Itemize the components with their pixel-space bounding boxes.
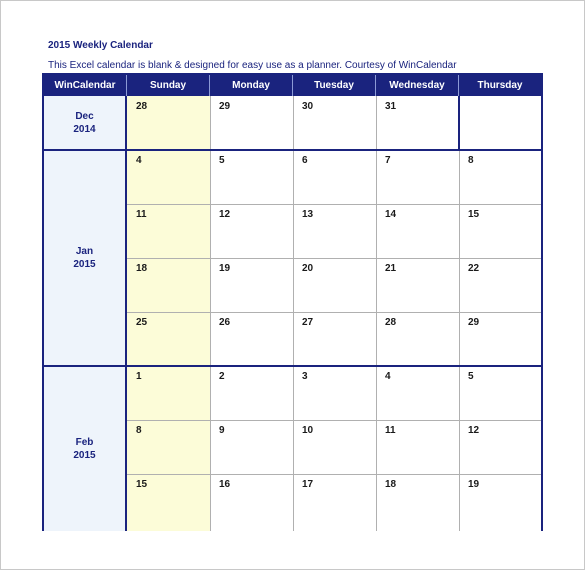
month-label-jan [44, 150, 127, 366]
day-number: 27 [302, 317, 314, 328]
day-number: 20 [302, 263, 314, 274]
month-boundary-line [458, 96, 460, 150]
grid-hline [127, 312, 541, 313]
day-number: 8 [468, 155, 474, 166]
day-number: 25 [136, 317, 148, 328]
day-number: 12 [219, 209, 231, 220]
grid-vline [376, 96, 377, 531]
day-number: 10 [302, 425, 314, 436]
day-number: 29 [468, 317, 480, 328]
day-number: 15 [468, 209, 480, 220]
page-title: 2015 Weekly Calendar [48, 40, 153, 51]
column-header-monday: Monday [210, 75, 293, 96]
grid-hline [127, 474, 541, 475]
day-number: 9 [219, 425, 225, 436]
day-number: 12 [468, 425, 480, 436]
day-number: 18 [136, 263, 148, 274]
month-separator [44, 365, 541, 367]
day-number: 15 [136, 479, 148, 490]
month-year: 2015 [73, 259, 96, 270]
day-number: 1 [136, 371, 142, 382]
day-number: 19 [468, 479, 480, 490]
grid-hline [127, 420, 541, 421]
day-number: 4 [136, 155, 142, 166]
day-number: 21 [385, 263, 397, 274]
month-label-feb [44, 366, 127, 531]
day-number: 3 [302, 371, 308, 382]
month-year: 2015 [73, 449, 96, 461]
column-header-thursday: Thursday [477, 80, 523, 91]
day-number: 8 [136, 425, 142, 436]
day-number: 30 [302, 101, 314, 112]
day-number: 29 [219, 101, 231, 112]
month-name: Jan [75, 246, 94, 257]
day-number: 19 [219, 263, 231, 274]
column-header-wednesday: Wednesday [376, 75, 459, 96]
day-number: 5 [468, 371, 474, 382]
day-number: 31 [385, 101, 397, 112]
day-number: 4 [385, 371, 391, 382]
grid-vline [293, 96, 294, 531]
month-name: Dec [75, 111, 94, 122]
day-number: 11 [136, 209, 147, 220]
day-number: 17 [302, 479, 314, 490]
day-number: 2 [219, 371, 225, 382]
column-header-tuesday: Tuesday [293, 75, 376, 96]
grid-vline [210, 96, 211, 531]
day-number: 6 [302, 155, 308, 166]
calendar-grid [42, 73, 543, 531]
grid-vline [459, 96, 460, 531]
calendar-header-row [44, 75, 541, 96]
day-number: 28 [136, 101, 148, 112]
grid-hline [127, 204, 541, 205]
day-number: 11 [385, 425, 396, 436]
day-number: 26 [219, 317, 231, 328]
month-name: Feb [75, 436, 94, 448]
day-number: 14 [385, 209, 397, 220]
month-label-dec [44, 96, 127, 150]
day-number: 16 [219, 479, 231, 490]
day-number: 13 [302, 209, 314, 220]
day-number: 7 [385, 155, 391, 166]
day-number: 5 [219, 155, 225, 166]
month-year: 2014 [73, 124, 96, 135]
column-header-wincalendar: WinCalendar [44, 75, 127, 96]
page-subtitle: This Excel calendar is blank & designed for easy use as a planner. Courtesy of WinCalendar [48, 60, 457, 71]
grid-hline [127, 258, 541, 259]
day-number: 28 [385, 317, 397, 328]
column-header-sunday: Sunday [127, 75, 210, 96]
month-separator [44, 149, 541, 151]
day-number: 22 [468, 263, 480, 274]
day-number: 18 [385, 479, 397, 490]
